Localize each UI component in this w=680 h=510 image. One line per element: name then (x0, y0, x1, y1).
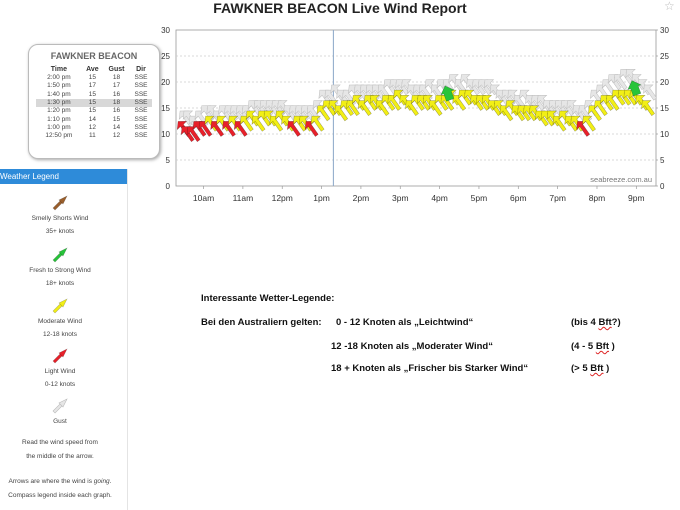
station-cell: 12 (112, 132, 121, 140)
german-bft-light (571, 317, 621, 328)
y-tick-label-left: 20 (161, 78, 170, 87)
station-cell: SSE (134, 74, 148, 82)
station-cell: 1:10 pm (47, 115, 71, 123)
legend-item-range: 0-12 knots (44, 381, 76, 388)
station-cell: 2:00 pm (47, 74, 71, 82)
german-bft-moderate (571, 341, 615, 352)
x-tick-label: 4pm (431, 193, 448, 203)
bft-moderate-pre: (4 - 5 (571, 341, 596, 352)
y-tick-label-right: 20 (660, 78, 669, 87)
station-cell: 15 (88, 107, 97, 115)
bft-light-pre: (bis 4 (571, 317, 599, 328)
y-tick-label-left: 10 (161, 130, 170, 139)
station-cell: 1:30 pm (36, 99, 82, 107)
y-tick-label-left: 15 (161, 104, 170, 113)
legend-item-label: Light Wind (44, 368, 76, 375)
station-col-header: Time (50, 65, 67, 73)
station-row[interactable] (36, 82, 152, 90)
legend-note-dir-pre: Arrows are where the wind is (8, 478, 94, 485)
bft-fresh-pre: (> 5 (571, 363, 591, 374)
station-row[interactable] (36, 91, 152, 99)
legend-item (0, 398, 120, 425)
legend-item (0, 195, 120, 235)
y-tick-label-right: 15 (660, 104, 669, 113)
y-tick-label-left: 30 (161, 26, 170, 35)
favorite-star-icon[interactable]: ☆ (664, 0, 675, 13)
x-tick-label: 11am (232, 193, 254, 203)
arrow-gust-icon (51, 398, 69, 414)
y-tick-label-right: 30 (660, 26, 669, 35)
weather-legend-header[interactable]: Weather Legend (0, 169, 127, 184)
bft-fresh-post: ) (603, 363, 610, 374)
x-tick-label: 12pm (271, 193, 293, 203)
station-cell: 1:50 pm (47, 82, 71, 90)
station-name: FAWKNER BEACON (50, 51, 138, 61)
bft-light-word: Bft (598, 317, 612, 328)
y-tick-label-left: 25 (161, 52, 170, 61)
station-cell: 1:20 pm (47, 107, 71, 115)
y-tick-label-left: 0 (165, 182, 170, 191)
station-cell: 16 (112, 90, 121, 98)
station-cell: 15 (112, 115, 121, 123)
legend-note-compass: Compass legend inside each graph. (8, 492, 112, 499)
station-cell: 16 (112, 107, 121, 115)
station-cell: 12:50 pm (45, 132, 73, 140)
x-tick-label: 8pm (588, 193, 606, 203)
weather-legend-panel (0, 169, 128, 510)
station-row[interactable] (36, 124, 152, 132)
x-tick-label: 7pm (549, 193, 566, 203)
station-cell: 18 (103, 99, 130, 107)
station-cell: 17 (112, 82, 121, 90)
x-tick-label: 6pm (510, 193, 527, 203)
station-cell: SSE (130, 99, 152, 107)
y-tick-label-right: 5 (660, 156, 665, 165)
bft-light-post: ?) (611, 317, 621, 328)
page-title: FAWKNER BEACON Live Wind Report (213, 0, 467, 16)
arrow-brown-icon (51, 195, 69, 211)
station-col-header: Dir (136, 65, 146, 73)
station-summary-card (28, 44, 160, 159)
station-cell: SSE (134, 132, 148, 140)
station-cell: 15 (88, 90, 97, 98)
legend-item-label: Gust (53, 418, 67, 425)
station-row[interactable] (36, 74, 152, 82)
station-cell: 14 (88, 115, 97, 123)
x-tick-label: 2pm (352, 193, 370, 203)
legend-item (0, 247, 120, 287)
y-tick-label-right: 10 (660, 130, 669, 139)
chart-watermark: seabreeze.com.au (590, 175, 652, 184)
legend-note-direction (0, 475, 120, 503)
legend-note-read-line2: the middle of the arrow. (26, 453, 94, 460)
wind-chart (150, 20, 680, 210)
station-row[interactable] (36, 99, 152, 107)
station-row[interactable] (36, 107, 152, 115)
x-tick-label: 3pm (391, 193, 409, 203)
station-row[interactable] (36, 132, 152, 140)
bft-moderate-word: Bft (595, 341, 610, 352)
station-cell: 18 (112, 74, 121, 82)
y-tick-label-right: 25 (660, 52, 669, 61)
legend-item-range: 18+ knots (45, 280, 75, 287)
legend-item (0, 348, 120, 388)
x-tick-label: 5pm (470, 193, 488, 203)
y-tick-label-right: 0 (660, 182, 665, 191)
station-cell: 12 (88, 123, 97, 131)
station-cell: 1:00 pm (47, 123, 71, 131)
station-cell: SSE (134, 123, 148, 131)
station-row[interactable] (36, 115, 152, 123)
x-tick-label: 1pm (313, 193, 330, 203)
legend-note-read (0, 436, 120, 464)
legend-note-read-line1: Read the wind speed from (22, 439, 98, 446)
station-cell: 14 (112, 123, 121, 131)
y-tick-label-left: 5 (165, 156, 170, 165)
station-readings-table (36, 64, 152, 140)
legend-item-label: Smelly Shorts Wind (31, 215, 89, 222)
bft-moderate-post: ) (609, 341, 615, 352)
station-cell: 17 (88, 82, 97, 90)
arrow-red-icon (51, 348, 69, 364)
german-range-light: 0 - 12 Knoten als „Leichtwind“ (336, 317, 474, 328)
bft-fresh-word: Bft (590, 363, 604, 374)
german-heading: Interessante Wetter-Legende: (201, 293, 335, 304)
x-tick-label: 10am (192, 193, 215, 203)
legend-item-label: Moderate Wind (37, 318, 83, 325)
arrow-yellow-icon (51, 298, 69, 314)
station-cell: SSE (134, 90, 148, 98)
arrow-green-icon (51, 247, 69, 263)
legend-item-range: 35+ knots (45, 228, 75, 235)
station-cell: 1:40 pm (47, 90, 71, 98)
german-bft-fresh (571, 363, 609, 374)
german-range-fresh: 18 + Knoten als „Frischer bis Starker Wind“ (331, 363, 529, 374)
station-col-header: Ave (86, 65, 99, 73)
legend-note-dir-post: . (109, 478, 112, 485)
station-cell: SSE (134, 115, 148, 123)
station-cell: 15 (82, 99, 103, 107)
legend-note-dir-em: going (93, 478, 110, 485)
station-cell: 15 (88, 74, 97, 82)
station-cell: SSE (134, 82, 148, 90)
station-cell: 11 (89, 132, 96, 140)
legend-item-label: Fresh to Strong Wind (29, 267, 91, 274)
legend-item (0, 298, 120, 338)
station-col-header: Gust (108, 65, 125, 73)
station-cell: SSE (134, 107, 148, 115)
x-tick-label: 9pm (628, 193, 645, 203)
german-intro: Bei den Australiern gelten: (201, 317, 322, 328)
german-range-moderate: 12 -18 Knoten als „Moderater Wind“ (331, 341, 493, 352)
legend-item-range: 12-18 knots (43, 331, 77, 338)
